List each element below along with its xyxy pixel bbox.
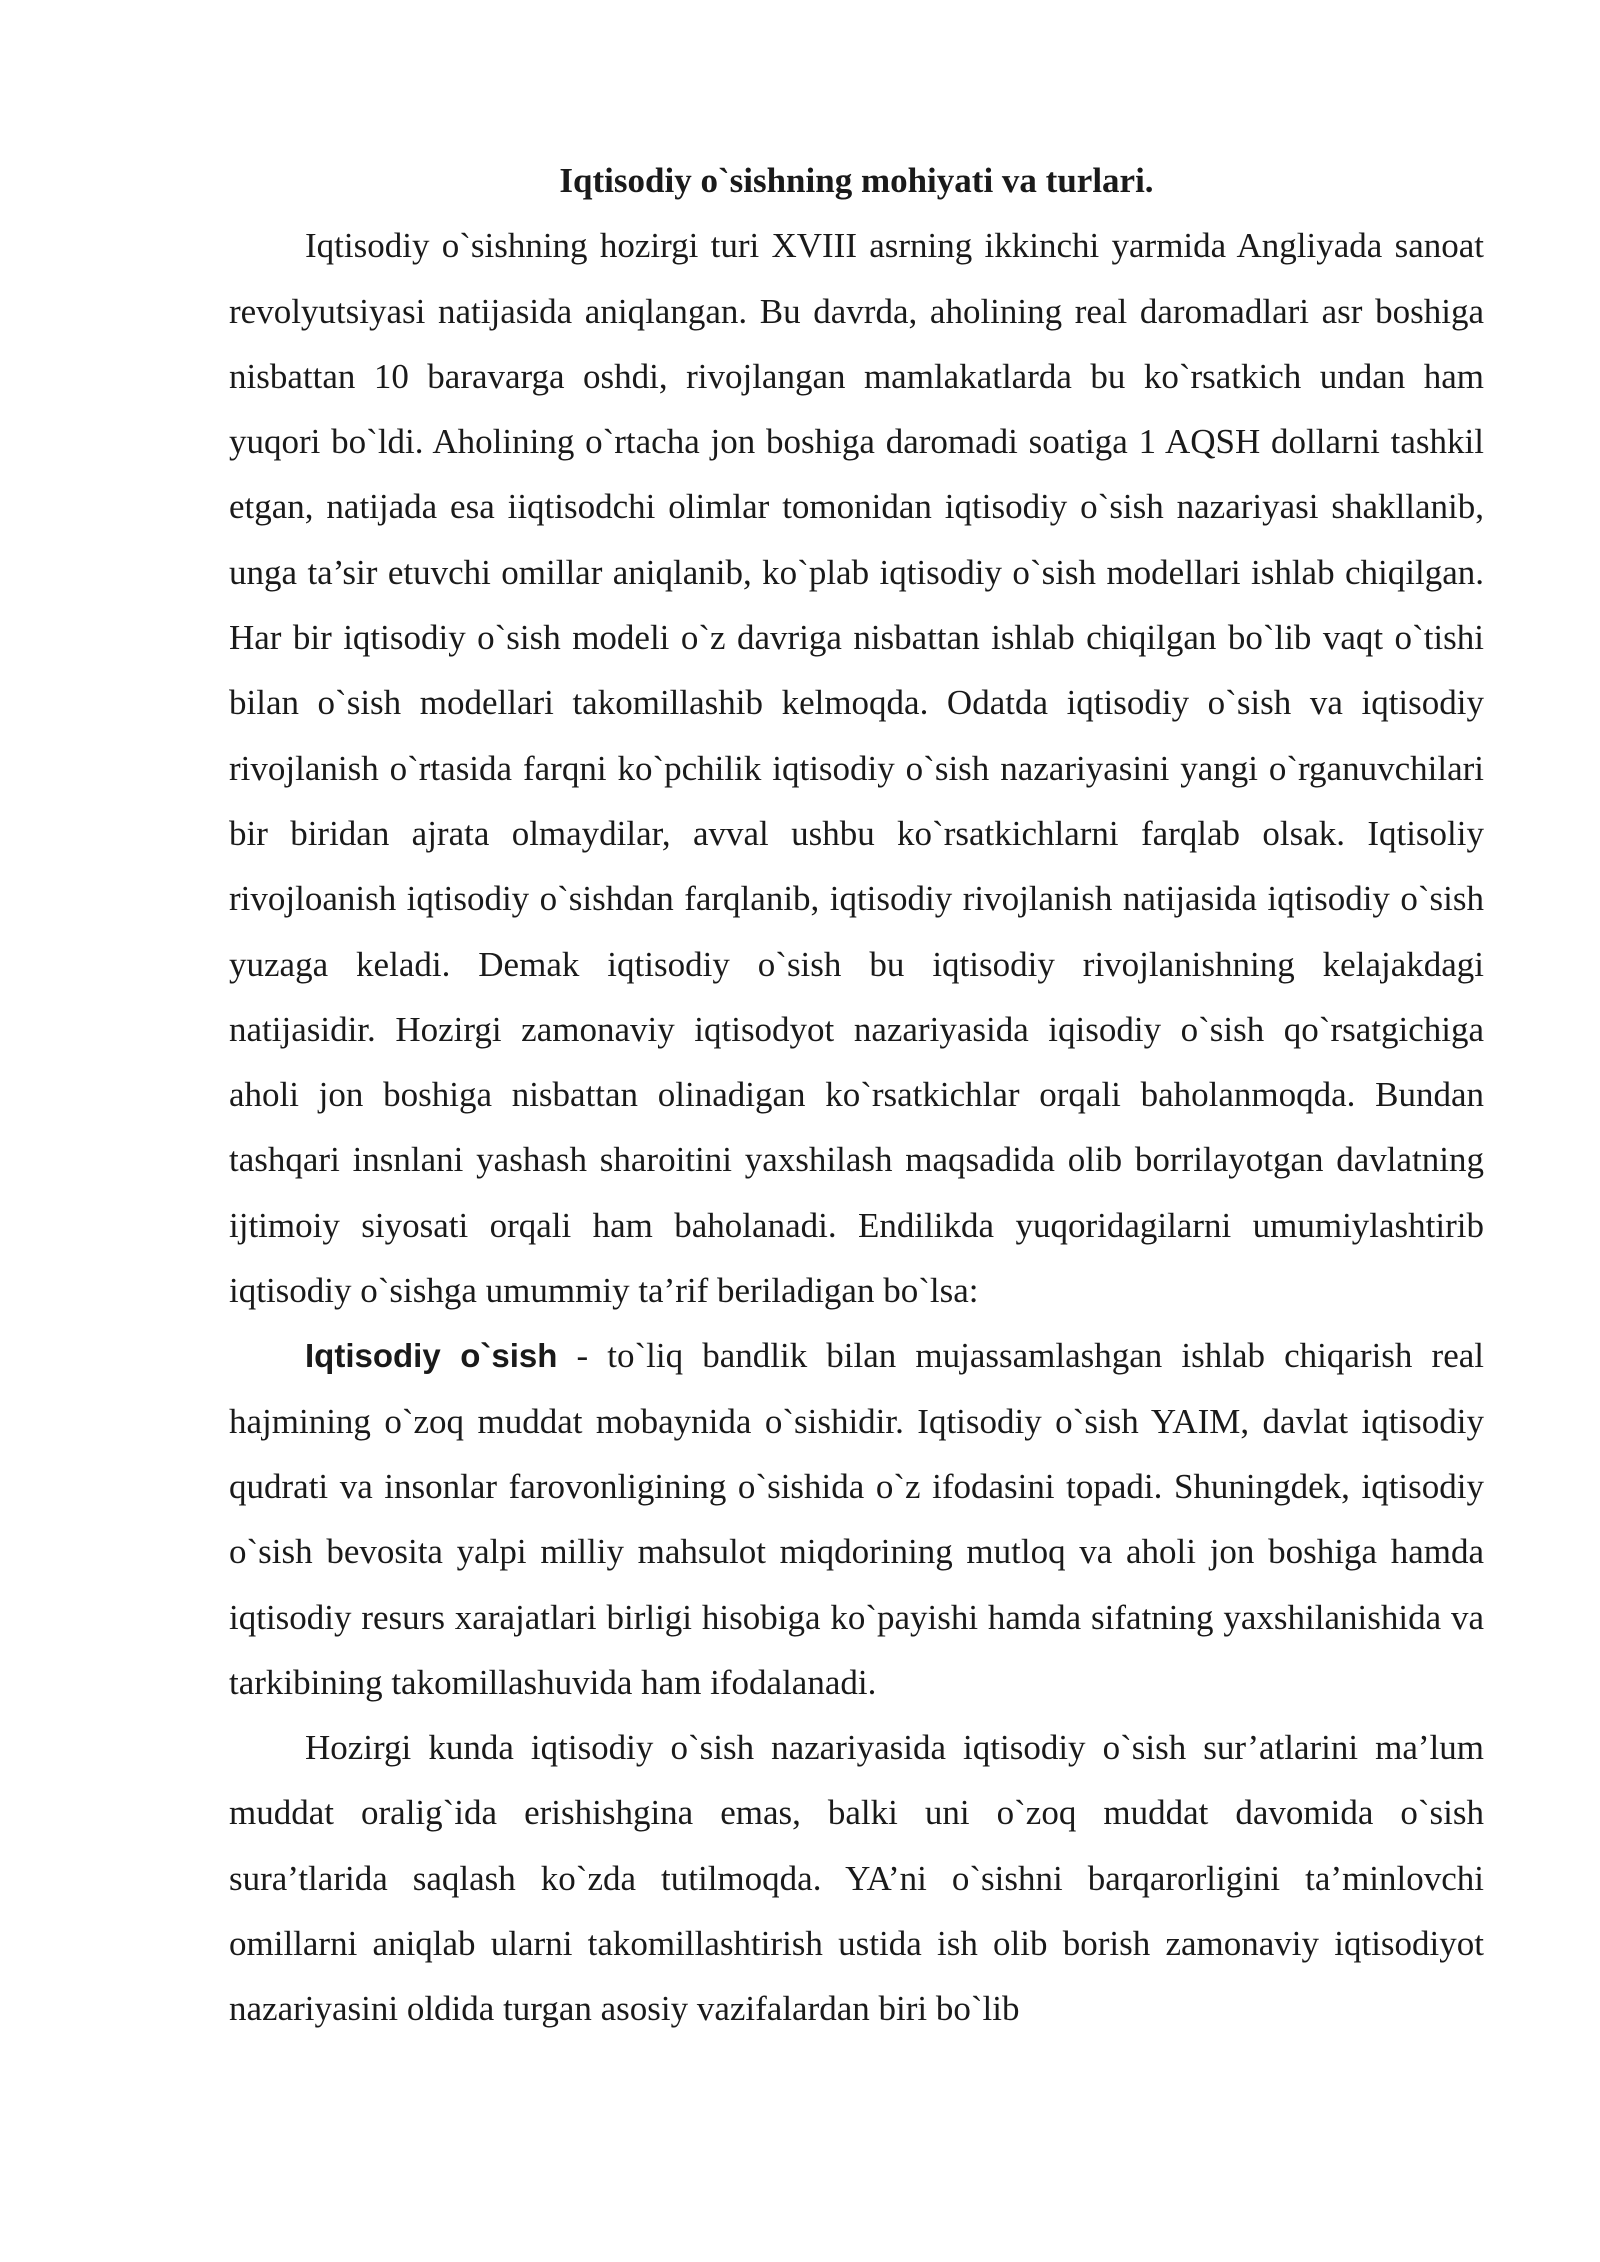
definition-term: Iqtisodiy o`sish — [305, 1337, 558, 1375]
paragraph-2 — [229, 1323, 1484, 1715]
document-title: Iqtisodiy o`sishning mohiyati va turlari. — [559, 161, 1154, 200]
paragraph-1: Iqtisodiy o`sishning hozirgi turi XVIII asrning ikkinchi yarmida Angliyada sanoat revolyutsiyasi natijasida aniqlangan. Bu davrda, aholining real daromadlari asr boshiga nisbattan 10 baravarga oshdi, rivojlangan mamlakatlarda bu ko`rsatkich undan ham yuqori bo`ldi. Aholining o`rtacha jon boshiga daromadi soatiga 1 AQSH dollarni tashkil etgan, natijada esa iiqtisodchi olimlar tomonidan iqtisodiy o`sish nazariyasi shakllanib, unga ta’sir etuvchi omillar aniqlanib, ko`plab iqtisodiy o`sish modellari ishlab chiqilgan. Har bir iqtisodiy o`sish modeli o`z davriga nisbattan ishlab chiqilgan bo`lib vaqt o`tishi bilan o`sish modellari takomillashib kelmoqda. Odatda iqtisodiy o`sish va iqtisodiy rivojlanish o`rtasida farqni ko`pchilik iqtisodiy o`sish nazariyasini yangi o`rganuvchilari bir biridan ajrata olmaydilar, avval ushbu ko`rsatkichlarni farqlab olsak. Iqtisoliy rivojloanish iqtisodiy o`sishdan farqlanib, iqtisodiy rivojlanish natijasida iqtisodiy o`sish yuzaga keladi. Demak iqtisodiy o`sish bu iqtisodiy rivojlanishning kelajakdagi natijasidir. Hozirgi zamonaviy iqtisodyot nazariyasida iqisodiy o`sish qo`rsatgichiga aholi jon boshiga nisbattan olinadigan ko`rsatkichlar orqali baholanmoqda. Bundan tashqari insnlani yashash sharoitini yaxshilash maqsadida olib borrilayotgan davlatning ijtimoiy siyosati orqali ham baholanadi. Endilikda yuqoridagilarni umumiylashtirib iqtisodiy o`sishga umummiy ta’rif beriladigan bo`lsa: — [229, 226, 1484, 1311]
document-page — [229, 148, 1484, 2042]
definition-text: - to`liq bandlik bilan mujassamlashgan ishlab chiqarish real hajmining o`zoq muddat mobaynida o`sishidir. Iqtisodiy o`sish YAIM, davlat iqtisodiy qudrati va insonlar farovonligining o`sishida o`z ifodasini topadi. Shuningdek, iqtisodiy o`sish bevosita yalpi milliy mahsulot miqdorining mutloq va aholi jon boshiga hamda iqtisodiy resurs xarajatlari birligi hisobiga ko`payishi hamda sifatning yaxshilanishida va tarkibining takomillashuvida ham ifodalanadi. — [229, 1336, 1484, 1702]
paragraph-3: Hozirgi kunda iqtisodiy o`sish nazariyasida iqtisodiy o`sish sur’atlarini ma’lum muddat oralig`ida erishishgina emas, balki uni o`zoq muddat davomida o`sish sura’tlarida saqlash ko`zda tutilmoqda. YA’ni o`sishni barqarorligini ta’minlovchi omillarni aniqlab ularni takomillashtirish ustida ish olib borish zamonaviy iqtisodiyot nazariyasini oldida turgan asosiy vazifalardan biri bo`lib — [229, 1728, 1484, 2029]
